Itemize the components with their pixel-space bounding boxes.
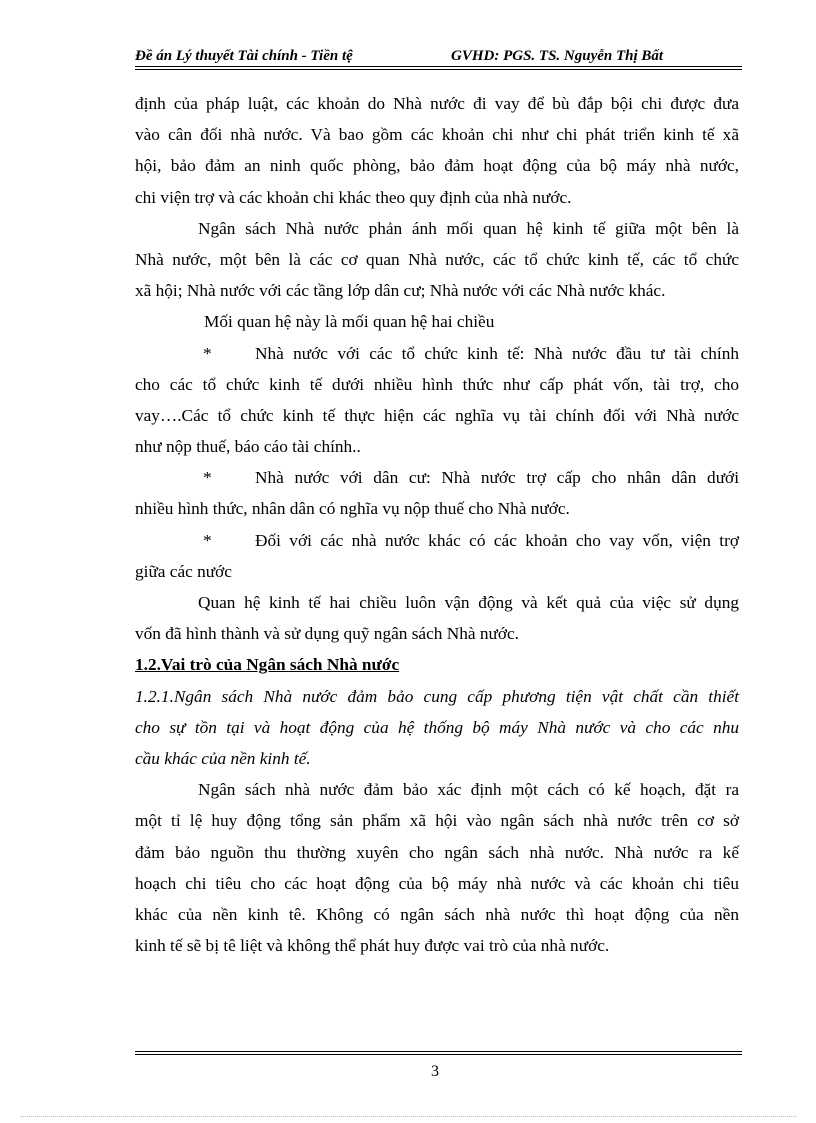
text-line: định của pháp luật, các khoản do Nhà nước đi vay để bù đắp bội chi được đưa — [135, 94, 739, 113]
text-line: như nộp thuế, báo cáo tài chính.. — [135, 437, 361, 457]
header-divider-double — [135, 69, 742, 70]
bullet-text: Nhà nước với dân cư: Nhà nước trợ cấp cho nhân dân dưới — [255, 468, 739, 488]
text-line: cầu khác của nền kinh tế. — [135, 748, 311, 768]
text-line: một tỉ lệ huy động tổng sản phẩm xã hội vào ngân sách nhà nước trên cơ sở — [135, 811, 739, 831]
text-line: Quan hệ kinh tế hai chiều luôn vận động và kết quả của việc sử dụng — [198, 593, 739, 612]
footer-divider-double — [135, 1054, 742, 1055]
text-line: cho các tổ chức kinh tế dưới nhiều hình thức như cấp phát vốn, tài trợ, cho — [135, 374, 739, 394]
bullet-marker: * — [203, 468, 212, 488]
text-line: kinh tế sẽ bị tê liệt và không thể phát huy được vai trò của nhà nước. — [135, 936, 610, 956]
text-line — [135, 525, 739, 556]
paragraph — [135, 213, 739, 307]
bullet-item — [135, 462, 739, 524]
text-line: đảm bảo nguồn thu thường xuyên cho ngân sách nhà nước. Nhà nước ra kế — [135, 842, 739, 862]
text-line: hội, bảo đảm an ninh quốc phòng, bảo đảm hoạt động của bộ máy nhà nước, — [135, 156, 739, 176]
text-line: Nhà nước, một bên là các cơ quan Nhà nước, các tổ chức kinh tế, các tổ chức — [135, 249, 739, 269]
page-body — [135, 88, 739, 961]
header-supervisor: GVHD: PGS. TS. Nguyễn Thị Bất — [451, 48, 664, 64]
bullet-text: Nhà nước với các tổ chức kinh tế: Nhà nước đầu tư tài chính — [255, 343, 739, 363]
text-line: vào cân đối nhà nước. Và bao gồm các khoản chi như chi phát triển kinh tế xã — [135, 125, 739, 145]
text-line: Ngân sách nhà nước đảm bảo xác định một cách có kế hoạch, đặt ra — [198, 780, 739, 800]
text-line: cho sự tồn tại và hoạt động của hệ thống bộ máy Nhà nước và cho các nhu — [135, 717, 739, 737]
paragraph — [135, 587, 739, 649]
text-line: vốn đã hình thành và sử dụng quỹ ngân sách Nhà nước. — [135, 624, 519, 644]
text-line: Ngân sách Nhà nước phản ánh mối quan hệ kinh tế giữa một bên là — [198, 218, 739, 238]
bullet-text: Đối với các nhà nước khác có các khoản cho vay vốn, viện trợ — [255, 530, 739, 550]
bullet-marker: * — [203, 530, 212, 550]
bullet-item — [135, 338, 739, 463]
text-line — [135, 462, 739, 493]
page-header — [135, 46, 742, 70]
text-line: 1.2.1.Ngân sách Nhà nước đảm bảo cung cấp phương tiện vật chất cần thiết — [135, 686, 739, 706]
section-heading: 1.2.Vai trò của Ngân sách Nhà nước — [135, 655, 400, 675]
text-line: giữa các nước — [135, 561, 232, 581]
footer-divider — [135, 1051, 742, 1052]
bullet-item — [135, 525, 739, 587]
header-document-title: Đề án Lý thuyết Tài chính - Tiền tệ — [135, 48, 353, 64]
text-line: vay….Các tổ chức kinh tế thực hiện các nghĩa vụ tài chính đối với Nhà nước — [135, 405, 739, 425]
subsection-heading — [135, 681, 739, 775]
text-line: nhiều hình thức, nhân dân có nghĩa vụ nộp thuế cho Nhà nước. — [135, 499, 570, 519]
page-edge-dotted-line — [20, 1116, 796, 1117]
text-line: Mối quan hệ này là mối quan hệ hai chiều — [204, 312, 495, 332]
page-number: 3 — [431, 1063, 439, 1080]
paragraph — [135, 774, 739, 961]
paragraph — [135, 88, 739, 213]
header-divider — [135, 66, 742, 67]
text-line: xã hội; Nhà nước với các tầng lớp dân cư; Nhà nước với các Nhà nước khác. — [135, 281, 666, 301]
text-line — [135, 338, 739, 369]
paragraph — [135, 306, 739, 337]
bullet-marker: * — [203, 343, 212, 363]
text-line: khác của nền kinh tê. Không có ngân sách nhà nước thì hoạt động của nền — [135, 904, 739, 924]
text-line: hoạch chi tiêu cho các hoạt động của bộ máy nhà nước và các khoản chi tiêu — [135, 873, 739, 893]
text-line: chi viện trợ và các khoản chi khác theo quy định của nhà nước. — [135, 187, 572, 207]
